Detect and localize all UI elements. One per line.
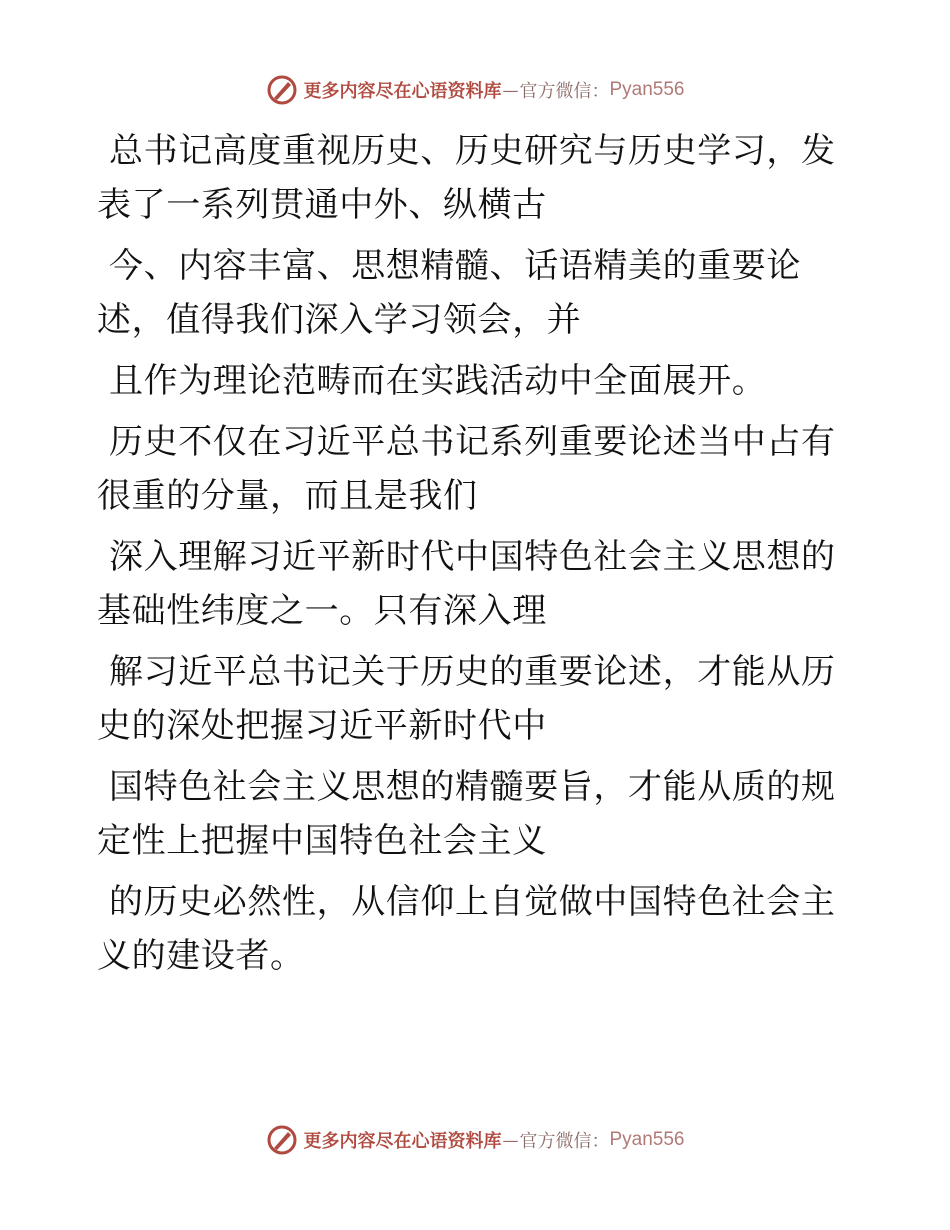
watermark-separator: —	[502, 1130, 519, 1150]
text-line: 义的建设者。	[97, 936, 305, 976]
quill-logo-icon	[265, 73, 299, 107]
text-line: 总书记高度重视历史、历史研究与历史学习，发	[109, 131, 836, 171]
paragraph	[97, 239, 857, 347]
paragraph	[97, 875, 857, 983]
document-body	[97, 124, 857, 990]
watermark-wechat-id: Pyan556	[609, 79, 685, 100]
watermark-wechat-label: 官方微信：	[519, 81, 610, 102]
footer-watermark	[0, 1120, 950, 1160]
watermark-site-text: 更多内容尽在心语资料库	[303, 1131, 502, 1152]
text-line: 很重的分量，而且是我们	[97, 476, 478, 516]
text-line: 基础性纬度之一。只有深入理	[97, 591, 547, 631]
quill-logo-icon	[265, 1123, 299, 1157]
paragraph	[97, 415, 857, 523]
paragraph	[97, 645, 857, 753]
paragraph	[97, 530, 857, 638]
text-line: 深入理解习近平新时代中国特色社会主义思想的	[109, 537, 836, 577]
text-line: 今、内容丰富、思想精髓、话语精美的重要论	[109, 246, 801, 286]
text-line: 的历史必然性，从信仰上自觉做中国特色社会主	[109, 882, 836, 922]
text-line: 历史不仅在习近平总书记系列重要论述当中占有	[109, 422, 836, 462]
text-line: 表了一系列贯通中外、纵横古	[97, 185, 547, 225]
watermark-separator: —	[502, 80, 519, 100]
watermark-wechat-label: 官方微信：	[519, 1131, 610, 1152]
watermark-wechat-id: Pyan556	[609, 1129, 685, 1150]
text-line: 国特色社会主义思想的精髓要旨，才能从质的规	[109, 767, 836, 807]
text-line: 述，值得我们深入学习领会，并	[97, 300, 582, 340]
text-line: 且作为理论范畴而在实践活动中全面展开。	[109, 361, 767, 401]
text-line: 解习近平总书记关于历史的重要论述，才能从历	[109, 652, 836, 692]
watermark-site-text: 更多内容尽在心语资料库	[303, 81, 502, 102]
paragraph	[97, 354, 857, 408]
paragraph	[97, 124, 857, 232]
text-line: 史的深处把握习近平新时代中	[97, 706, 547, 746]
header-watermark	[0, 70, 950, 110]
paragraph	[97, 760, 857, 868]
text-line: 定性上把握中国特色社会主义	[97, 821, 547, 861]
